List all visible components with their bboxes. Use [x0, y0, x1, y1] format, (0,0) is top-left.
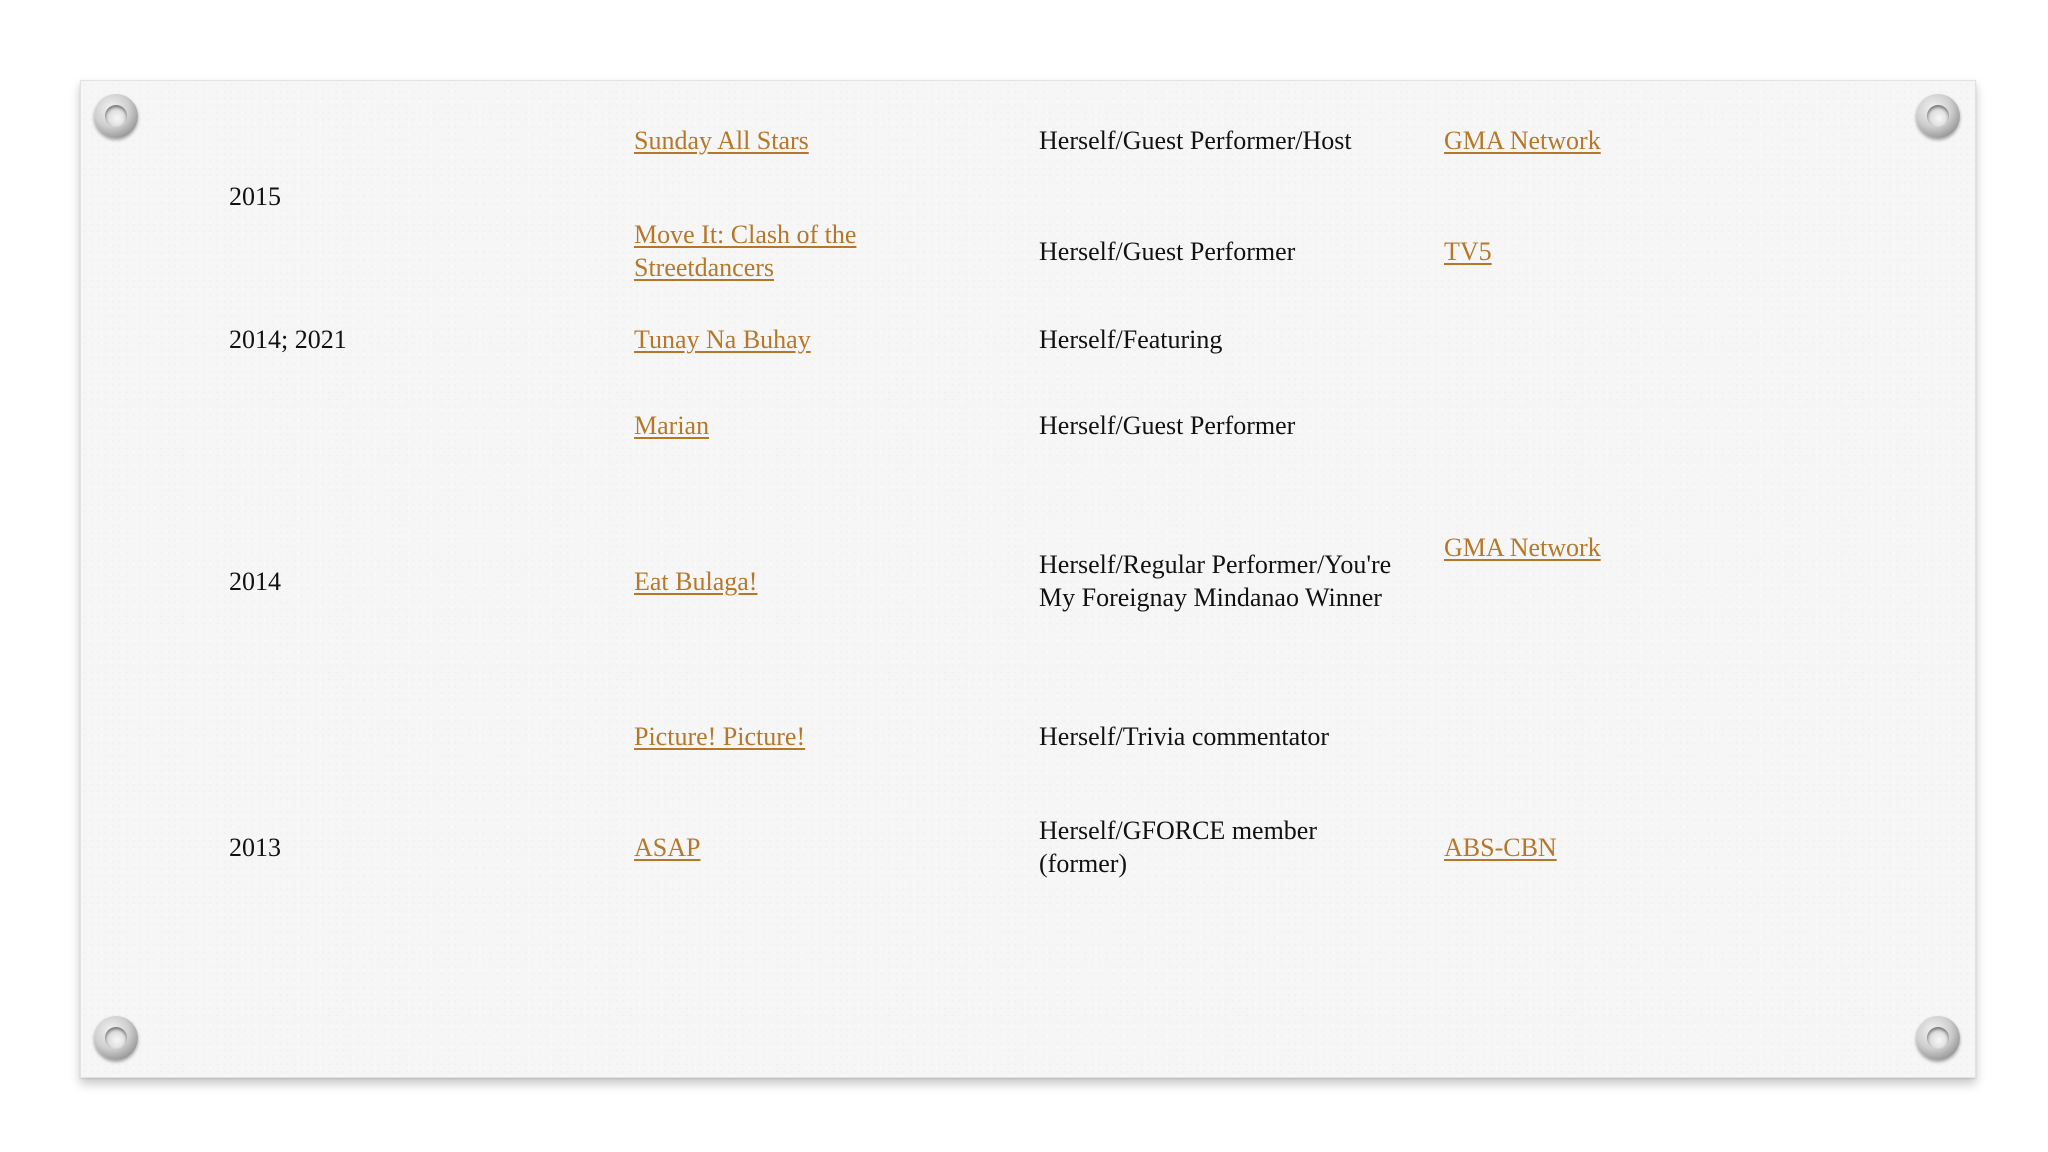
show-title-link[interactable]: Eat Bulaga! [634, 567, 758, 596]
show-title-link[interactable]: Marian [634, 411, 710, 440]
role-text: Herself/GFORCE member [1039, 816, 1318, 845]
show-title-link[interactable]: Picture! Picture! [634, 722, 806, 751]
role-text: Herself/Trivia commentator [1039, 722, 1330, 751]
screw-icon [1916, 94, 1960, 138]
screw-icon [94, 94, 138, 138]
show-title-link[interactable]: Sunday All Stars [634, 126, 809, 155]
role-text: (former) [1039, 849, 1128, 878]
screw-icon [1916, 1016, 1960, 1060]
role-text: Herself/Regular Performer/You're [1039, 550, 1392, 579]
network-link[interactable]: ABS-CBN [1444, 833, 1557, 862]
year-label: 2014 [229, 567, 281, 596]
year-label: 2015 [229, 182, 281, 211]
network-link[interactable]: GMA Network [1444, 126, 1601, 155]
network-link[interactable]: TV5 [1444, 237, 1492, 266]
screw-icon [94, 1016, 138, 1060]
role-text: Herself/Guest Performer/Host [1039, 126, 1352, 155]
paper-card [80, 80, 1976, 1078]
show-title-link[interactable]: Streetdancers [634, 253, 775, 282]
show-title-link[interactable]: Tunay Na Buhay [634, 325, 811, 354]
role-text: My Foreignay Mindanao Winner [1039, 583, 1382, 612]
network-link[interactable]: GMA Network [1444, 533, 1601, 562]
role-text: Herself/Featuring [1039, 325, 1223, 354]
year-label: 2013 [229, 833, 281, 862]
role-text: Herself/Guest Performer [1039, 411, 1296, 440]
year-label: 2014; 2021 [229, 325, 347, 354]
show-title-link[interactable]: Move It: Clash of the [634, 220, 857, 249]
role-text: Herself/Guest Performer [1039, 237, 1296, 266]
show-title-link[interactable]: ASAP [634, 833, 701, 862]
